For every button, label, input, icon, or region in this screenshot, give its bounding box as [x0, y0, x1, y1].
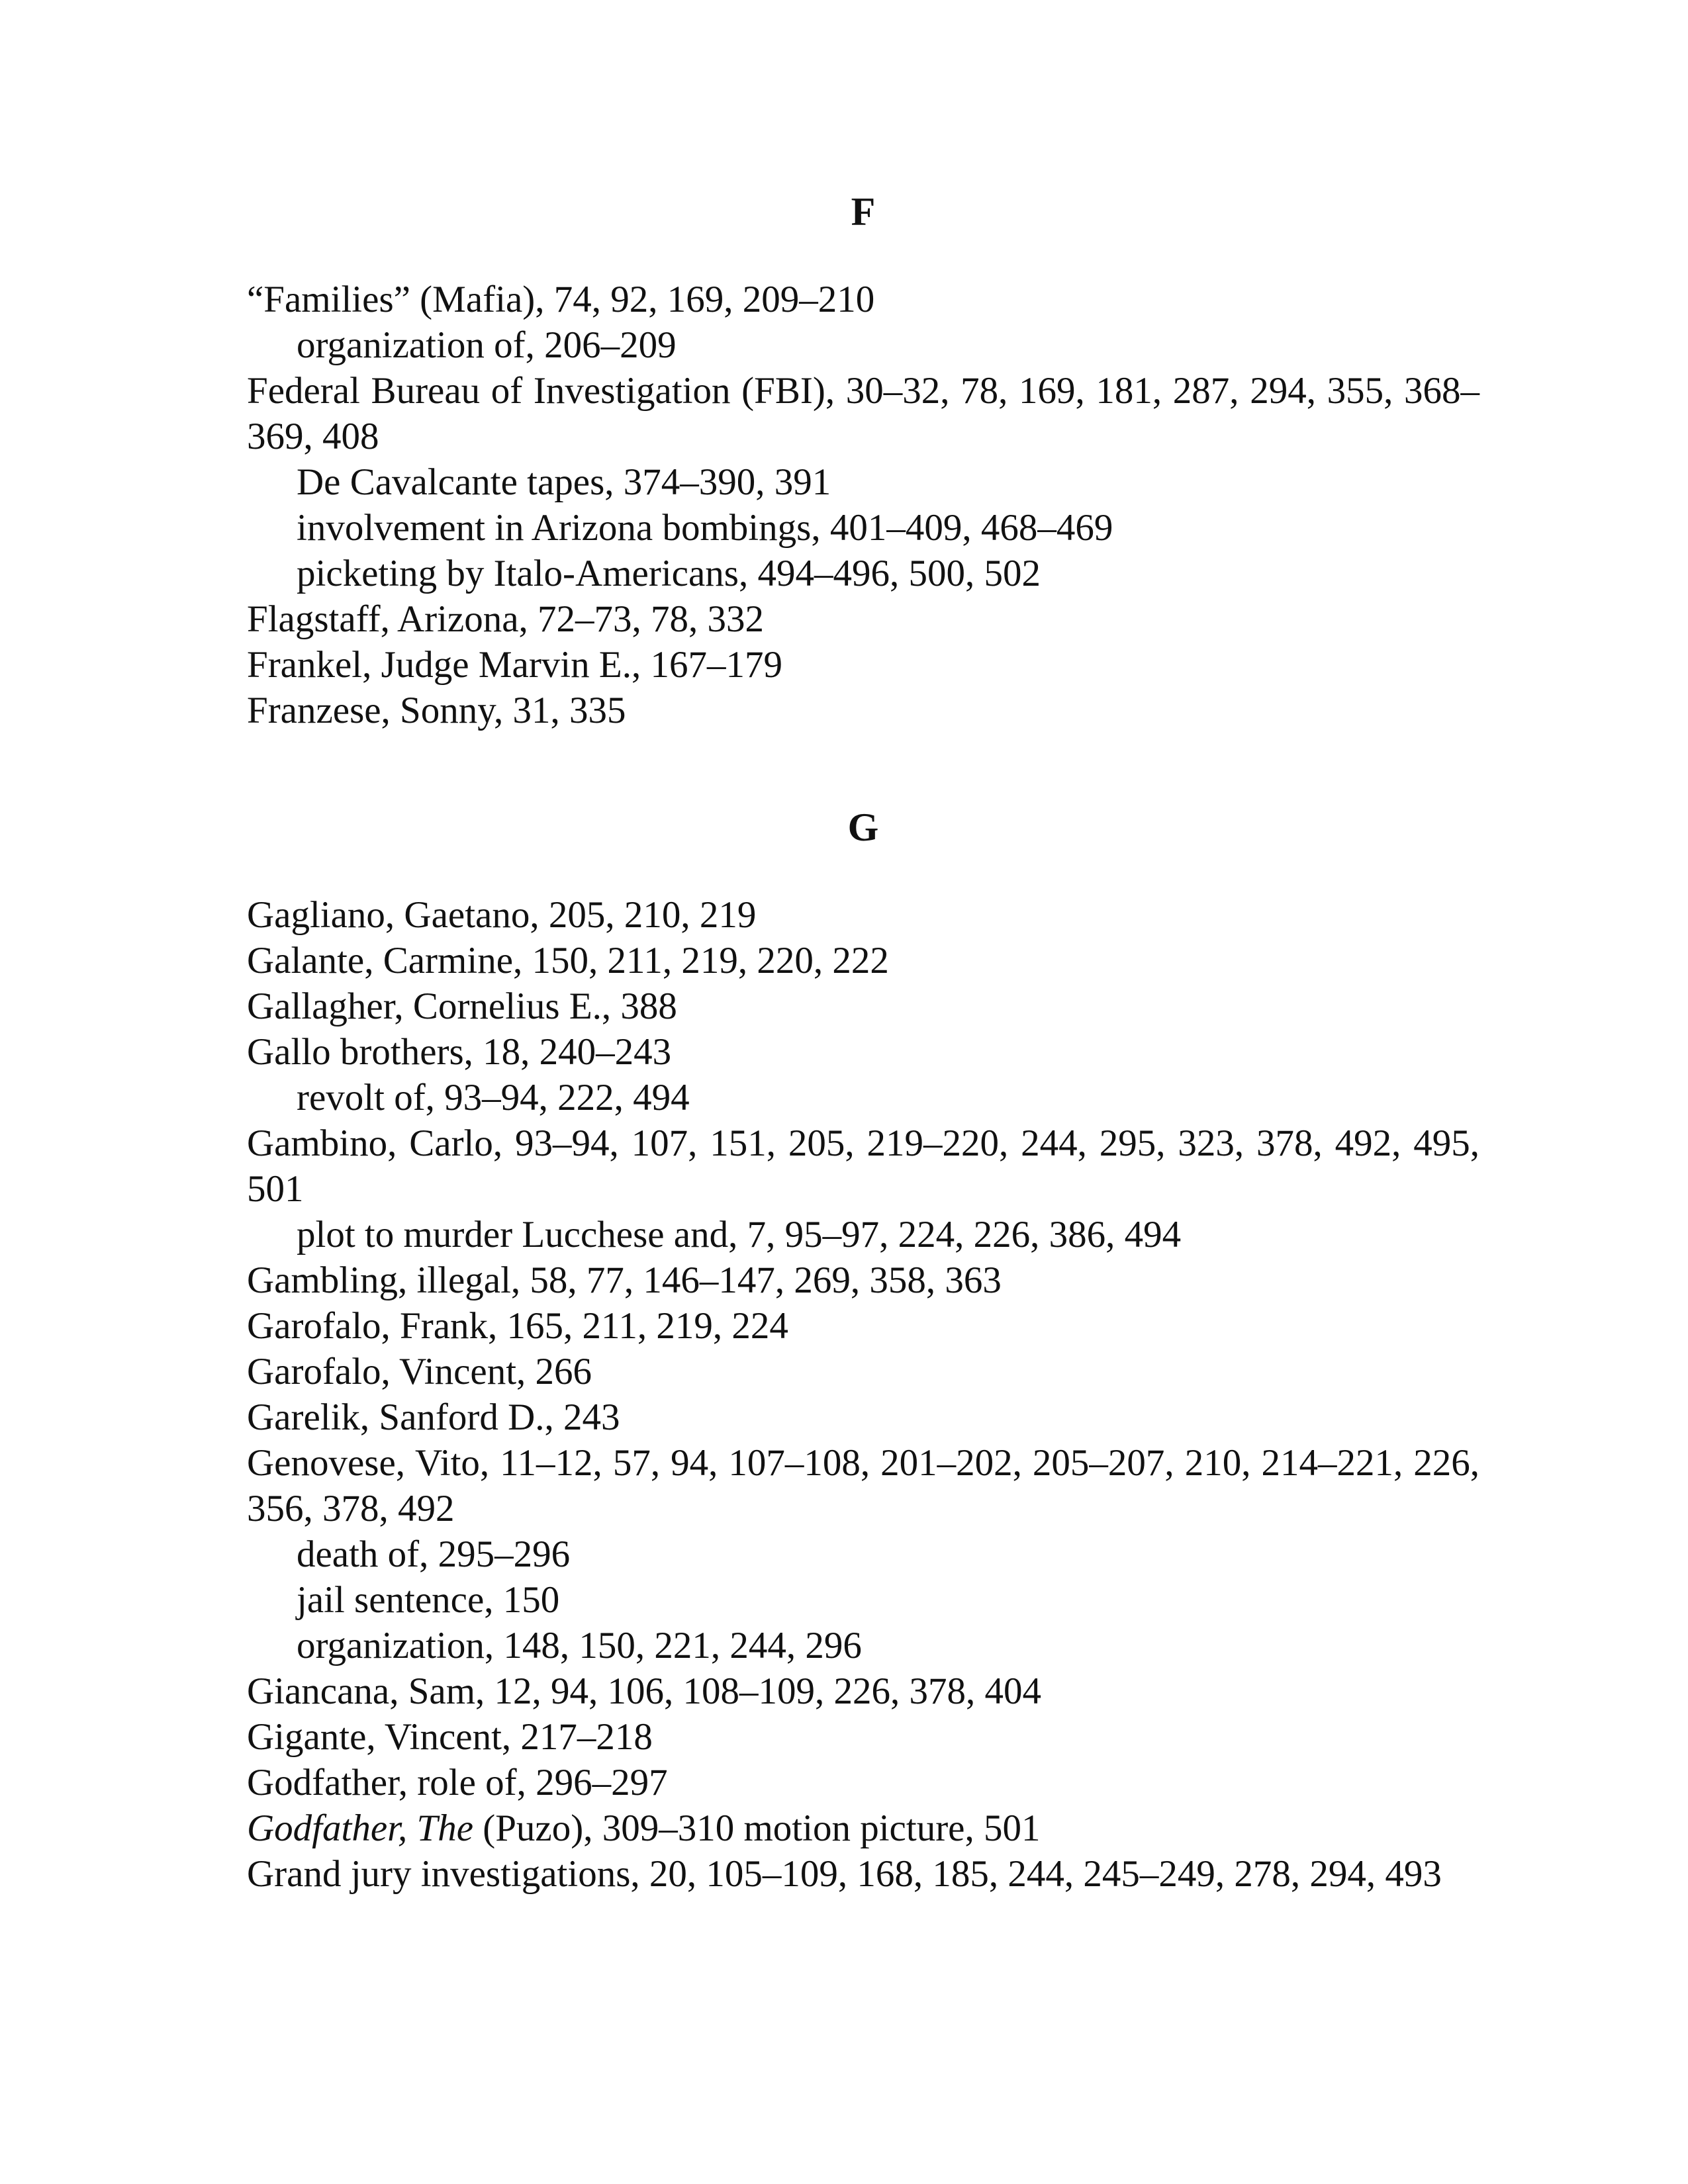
- index-subentry: death of, 295–296: [297, 1533, 571, 1575]
- section-heading-g: G: [847, 805, 879, 849]
- section-g-entries: [247, 892, 1479, 1897]
- index-subentry: plot to murder Lucchese and, 7, 95–97, 224, 226, 386, 494: [297, 1214, 1182, 1255]
- index-entry: Garofalo, Frank, 165, 211, 219, 224: [247, 1305, 788, 1347]
- index-entry: Gambling, illegal, 58, 77, 146–147, 269, 358, 363: [247, 1259, 1002, 1301]
- index-subentry: organization, 148, 150, 221, 244, 296: [297, 1625, 862, 1666]
- index-entry: Godfather, role of, 296–297: [247, 1762, 668, 1803]
- index-subentry: picketing by Italo-Americans, 494–496, 500, 502: [297, 553, 1041, 594]
- index-entry: Frankel, Judge Marvin E., 167–179: [247, 644, 782, 686]
- index-subentry: revolt of, 93–94, 222, 494: [297, 1077, 690, 1118]
- index-entry: Franzese, Sonny, 31, 335: [247, 690, 626, 731]
- index-entry: Gigante, Vincent, 217–218: [247, 1716, 653, 1758]
- index-entry: Galante, Carmine, 150, 211, 219, 220, 222: [247, 940, 889, 981]
- book-title-italic: Godfather, The: [247, 1807, 473, 1849]
- index-section-g: [247, 807, 1479, 1897]
- index-section-f: [247, 192, 1479, 733]
- index-subentry: jail sentence, 150: [297, 1579, 560, 1621]
- index-entry: Garofalo, Vincent, 266: [247, 1351, 592, 1392]
- section-heading-f: F: [851, 190, 876, 234]
- index-subentry: organization of, 206–209: [297, 324, 677, 366]
- index-entry: Garelik, Sanford D., 243: [247, 1396, 620, 1438]
- index-subentry: De Cavalcante tapes, 374–390, 391: [297, 461, 831, 503]
- index-entry: Gallagher, Cornelius E., 388: [247, 985, 677, 1027]
- index-page: [247, 192, 1479, 1897]
- section-f-entries: [247, 277, 1479, 733]
- index-entry-text: (Puzo), 309–310 motion picture, 501: [473, 1807, 1041, 1849]
- index-entry: Flagstaff, Arizona, 72–73, 78, 332: [247, 598, 765, 640]
- index-entry: Gallo brothers, 18, 240–243: [247, 1031, 672, 1073]
- index-entry-godfather-book: [247, 1805, 1479, 1851]
- index-entry: Gambino, Carlo, 93–94, 107, 151, 205, 219–220, 244, 295, 323, 378, 492, 495, 501: [247, 1122, 1479, 1210]
- index-subentry: involvement in Arizona bombings, 401–409, 468–469: [297, 507, 1113, 549]
- index-entry: Gagliano, Gaetano, 205, 210, 219: [247, 894, 757, 936]
- index-entry: Genovese, Vito, 11–12, 57, 94, 107–108, 201–202, 205–207, 210, 214–221, 226, 356, 378, 492: [247, 1442, 1479, 1529]
- index-entry: Federal Bureau of Investigation (FBI), 30–32, 78, 169, 181, 287, 294, 355, 368–369, 408: [247, 370, 1479, 457]
- index-entry: Giancana, Sam, 12, 94, 106, 108–109, 226, 378, 404: [247, 1670, 1042, 1712]
- index-entry: Grand jury investigations, 20, 105–109, 168, 185, 244, 245–249, 278, 294, 493: [247, 1853, 1442, 1895]
- index-entry: “Families” (Mafia), 74, 92, 169, 209–210: [247, 279, 875, 320]
